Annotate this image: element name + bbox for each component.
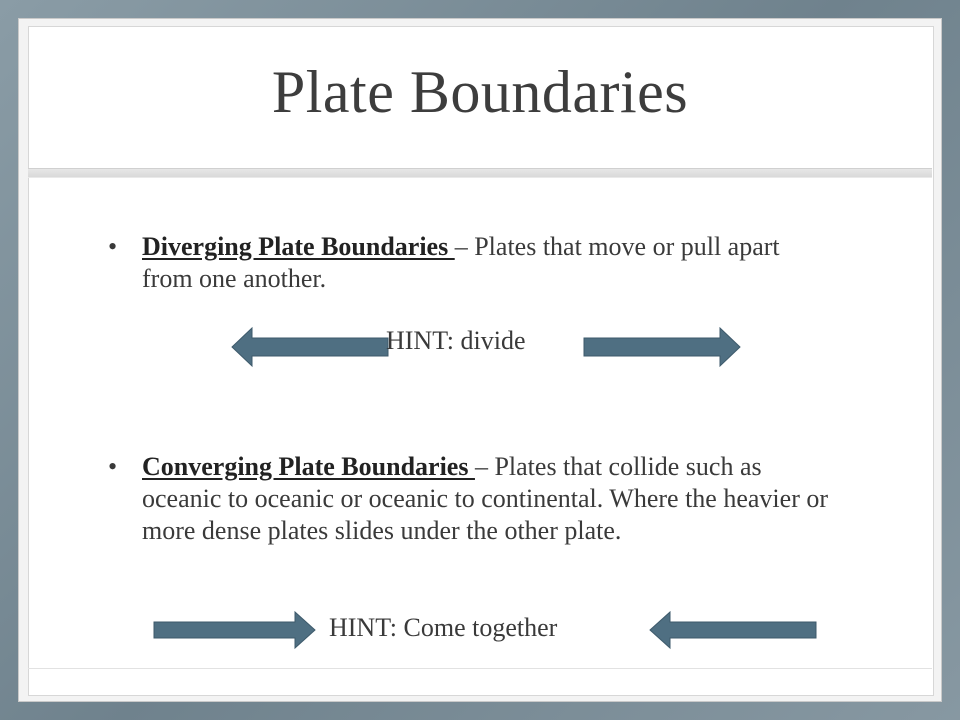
hint-come-together: HINT: Come together: [329, 613, 558, 642]
bullet-description: – Plates that move or pull apart from one another.: [142, 232, 780, 293]
slide: [18, 18, 942, 702]
bullet-term: Diverging Plate Boundaries: [142, 232, 455, 261]
left-arrow-icon: [230, 326, 390, 368]
right-arrow-icon: [152, 610, 317, 650]
bullet-description: – Plates that collide such as oceanic to oceanic or oceanic to continental. Where the heavier or more dense plates slides under the other plate.: [142, 452, 829, 545]
bottom-divider: [28, 668, 932, 669]
right-arrow-icon: [582, 326, 742, 368]
bullet-dot-icon: •: [108, 452, 118, 481]
title-divider: [28, 168, 932, 178]
left-arrow-icon: [648, 610, 818, 650]
slide-title: Plate Boundaries: [271, 59, 689, 125]
bullet-text: [142, 231, 828, 295]
hint-divide: HINT: divide: [386, 326, 526, 355]
bullet-converging: [108, 451, 828, 547]
bullet-text: [142, 451, 828, 547]
bullet-diverging: [108, 231, 828, 295]
bullet-dot-icon: •: [108, 232, 118, 261]
bullet-term: Converging Plate Boundaries: [142, 452, 475, 481]
